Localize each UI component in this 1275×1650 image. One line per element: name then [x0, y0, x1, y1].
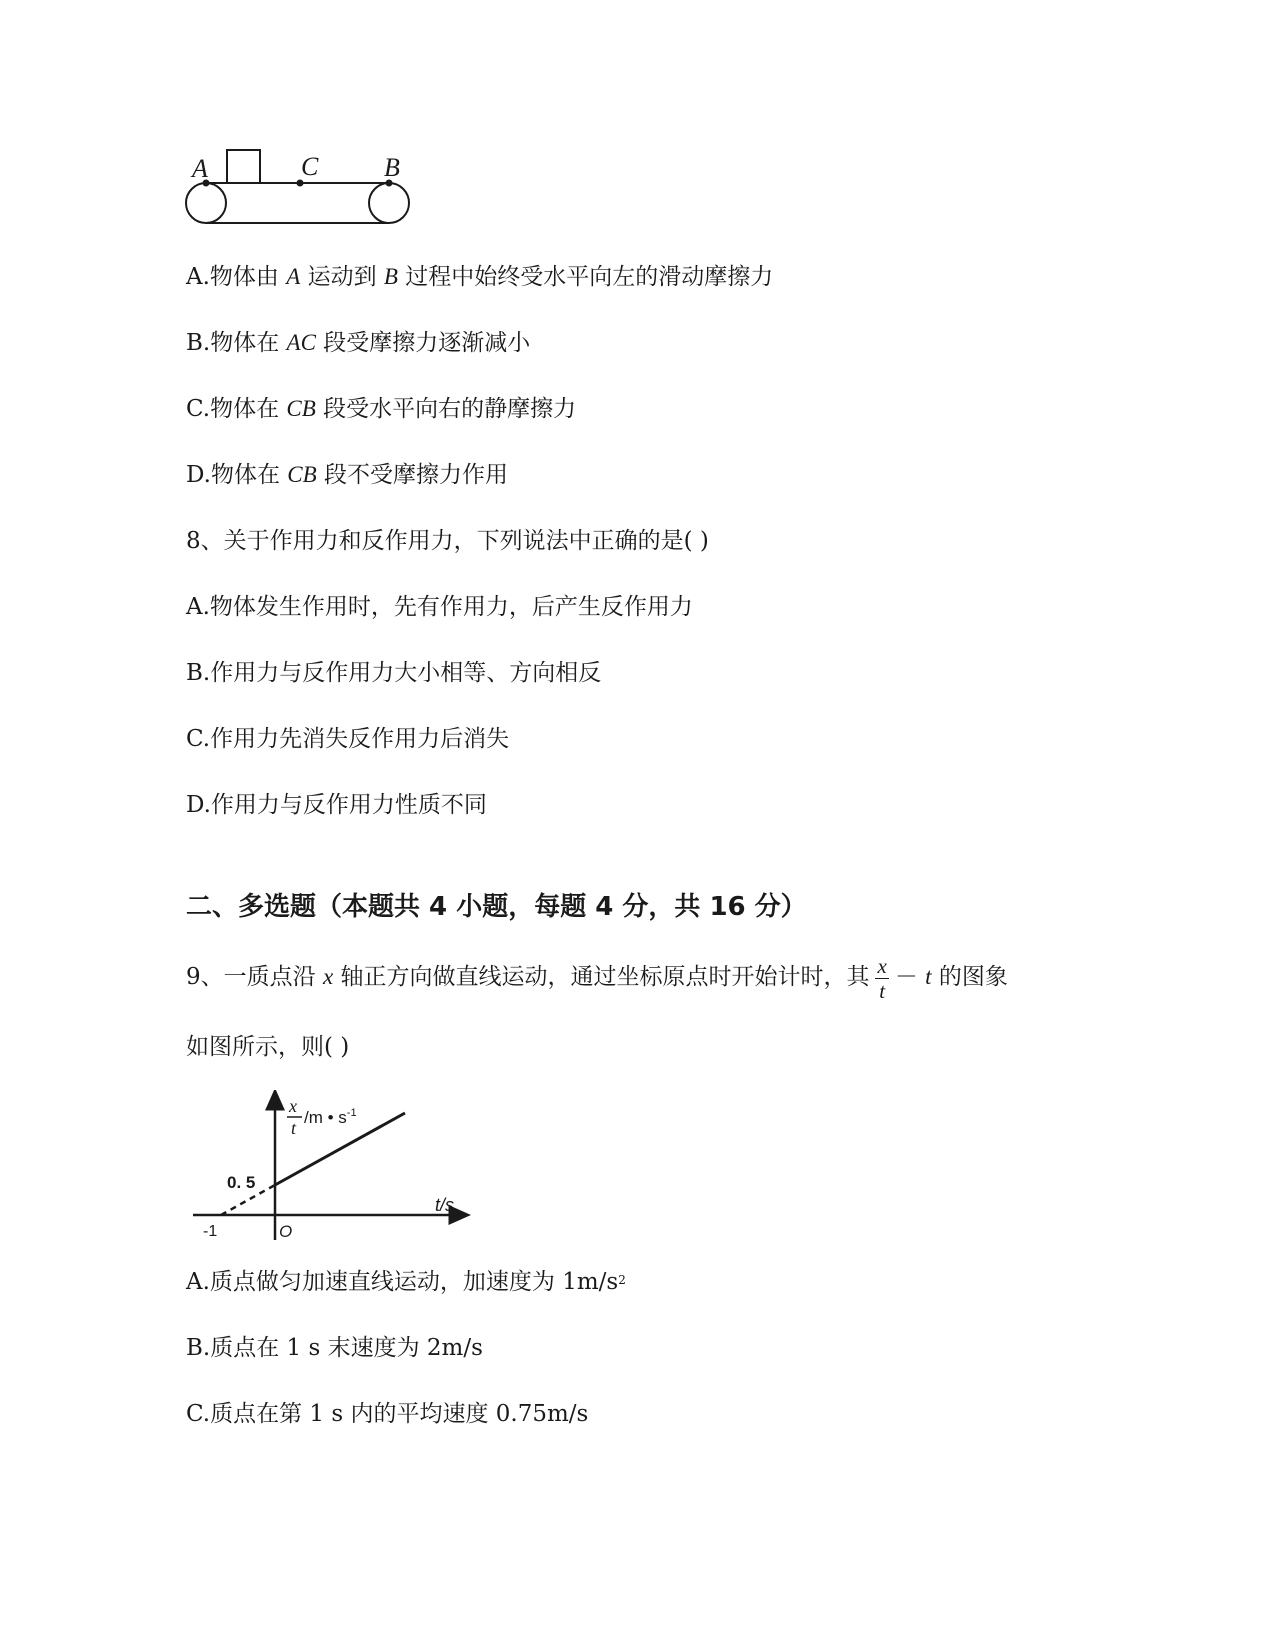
right-pulley: [369, 183, 409, 223]
q7-option-a: A.物体由 A 运动到 B 过程中始终受水平向左的滑动摩擦力: [186, 264, 774, 290]
x-axis-label: t/s: [435, 1195, 455, 1215]
xt-t-graph-figure: [185, 1090, 485, 1260]
q9-option-b: B.质点在 1 s 末速度为 2m/s: [186, 1335, 483, 1361]
q9-stem-line2: 如图所示，则( ): [186, 1034, 350, 1060]
y-intercept-label: 0. 5: [227, 1173, 256, 1192]
q7-option-d: D.物体在 CB 段不受摩擦力作用: [186, 462, 508, 488]
label-c: C: [301, 152, 319, 181]
q9-stem-line1: 9、一质点沿 x 轴正方向做直线运动，通过坐标原点时开始计时，其 $\frac{x}{t}$ － t 的图象: [186, 953, 1008, 1003]
x-over-t-fraction: $\frac{x}{t}$: [877, 953, 887, 1003]
q7-option-c: C.物体在 CB 段受水平向右的静摩擦力: [186, 396, 577, 422]
label-b: B: [384, 153, 400, 182]
y-unit-label: /m • $s^{-1}$: [304, 1107, 357, 1127]
left-pulley: [186, 183, 226, 223]
q9-option-a: A.质点做匀加速直线运动，加速度为 $1m/s^2$: [186, 1269, 626, 1295]
origin-label: O: [279, 1222, 293, 1241]
y-label-numerator: x: [289, 1096, 297, 1116]
x-intercept-label: -1: [203, 1223, 218, 1240]
q8-option-b: B.作用力与反作用力大小相等、方向相反: [186, 660, 602, 686]
q8-option-d: D.作用力与反作用力性质不同: [186, 792, 487, 818]
y-label-denominator: t: [291, 1118, 297, 1138]
q8-stem: 8、关于作用力和反作用力，下列说法中正确的是( ): [186, 528, 709, 554]
q8-option-a: A.物体发生作用时，先有作用力，后产生反作用力: [186, 594, 693, 620]
conveyor-belt-figure: [180, 145, 420, 230]
block-object: [227, 150, 260, 183]
q8-option-c: C.作用力先消失反作用力后消失: [186, 726, 510, 752]
q7-option-b: B.物体在 AC 段受摩擦力逐渐减小: [186, 330, 531, 356]
q9-option-c: C.质点在第 1 s 内的平均速度 0.75m/s: [186, 1401, 589, 1427]
section-heading-multiple-choice: 二、多选题（本题共 4 小题，每题 4 分，共 16 分）: [186, 892, 807, 922]
label-a: A: [192, 154, 208, 183]
